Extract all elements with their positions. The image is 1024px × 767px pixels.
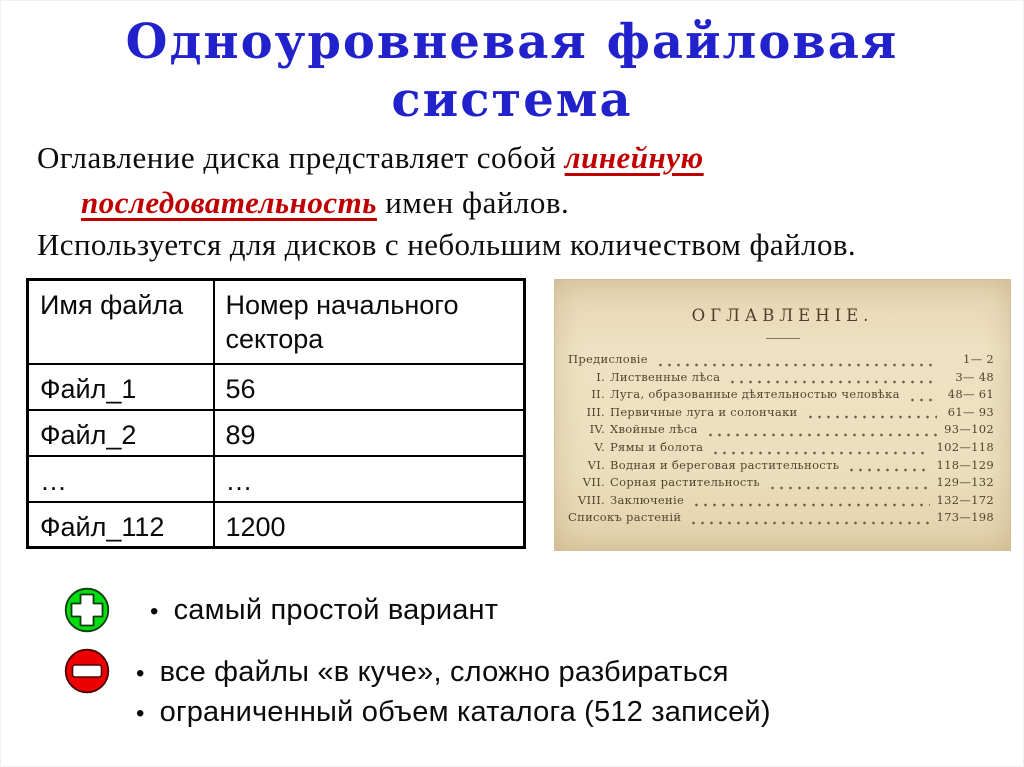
plus-circle-icon: [64, 587, 110, 633]
table-header-row: [28, 280, 525, 364]
toc-dot-leader: [908, 398, 937, 402]
intro-line1: [37, 135, 897, 180]
table-row: [28, 456, 525, 502]
page-title-line2: система: [391, 72, 633, 128]
toc-num: V.: [594, 439, 605, 454]
con-bullet-item: [136, 656, 729, 689]
toc-label: Предисловіе: [568, 352, 648, 366]
toc-num: VIII.: [577, 492, 605, 507]
highlight-sequence: последовательность: [81, 185, 377, 220]
cell-file-sector: 1200: [214, 502, 525, 548]
toc-pages: 61— 93: [947, 404, 994, 419]
toc-dot-leader: [728, 380, 937, 384]
toc-pages: 173—198: [936, 510, 994, 525]
file-table: [26, 278, 526, 549]
bullet-dot: •: [150, 597, 159, 625]
toc-label: Лиственные лѣса: [610, 369, 721, 384]
book-rule-divider: [766, 338, 800, 339]
con-bullet-text: все файлы «в куче», сложно разбираться: [159, 656, 729, 688]
table-row: [28, 502, 525, 548]
bullet-dot: •: [136, 699, 145, 727]
table-row: [28, 364, 525, 410]
con-bullet-item: [136, 696, 771, 729]
cell-file-name: Файл_112: [28, 502, 214, 548]
page-title: [1, 13, 1023, 129]
page-title-line1: Одноуровневая файловая: [125, 14, 899, 70]
toc-pages: 129—132: [936, 475, 994, 490]
cell-file-name: Файл_1: [28, 364, 214, 410]
intro-text-end: имен файлов.: [376, 185, 570, 220]
book-toc-image: [554, 279, 1011, 551]
toc-dot-leader: [656, 363, 937, 367]
toc-entry: [568, 422, 994, 440]
toc-pages: 132—172: [936, 492, 994, 507]
toc-pages: 93—102: [944, 422, 994, 437]
bullet-dot: •: [136, 659, 145, 687]
toc-label: Луга, образованные дѣятельностью человѣка: [610, 387, 900, 402]
toc-pages: 3— 48: [955, 369, 994, 384]
book-toc-list: [555, 352, 1010, 528]
toc-label: Первичные луга и солончаки: [610, 404, 798, 419]
toc-pages: 102—118: [936, 439, 994, 454]
toc-label: Хвойные лѣса: [610, 422, 698, 437]
toc-dot-leader: [847, 468, 929, 472]
cell-file-sector: 56: [214, 364, 525, 410]
toc-entry: [568, 405, 994, 423]
cell-file-name: Файл_2: [28, 410, 214, 456]
toc-num: IV.: [589, 422, 605, 437]
toc-num: II.: [591, 387, 605, 402]
table-header-filename: Имя файла: [28, 280, 214, 364]
toc-entry: [568, 475, 994, 493]
toc-entry: [568, 458, 994, 476]
toc-pages: 118—129: [936, 457, 994, 472]
pro-bullet-item: [150, 594, 498, 627]
toc-label: Рямы и болота: [610, 439, 704, 454]
toc-dot-leader: [806, 415, 937, 419]
toc-entry: [568, 352, 994, 370]
highlight-linear: линейную: [564, 140, 704, 175]
toc-label: Списокъ растеній: [568, 510, 682, 525]
toc-dot-leader: [711, 451, 929, 455]
intro-line2: [37, 180, 897, 225]
toc-dot-leader: [692, 503, 929, 507]
toc-num: VII.: [582, 475, 605, 490]
table-row: [28, 410, 525, 456]
intro-text-start: Оглавление диска представляет собой: [37, 140, 565, 175]
toc-label: Водная и береговая растительность: [610, 457, 840, 472]
toc-dot-leader: [768, 486, 930, 490]
toc-label: Сорная растительность: [610, 475, 760, 490]
pro-bullet-text: самый простой вариант: [173, 594, 499, 626]
toc-dot-leader: [706, 433, 937, 437]
usage-paragraph: Используется для дисков с небольшим количеством файлов.: [37, 227, 857, 262]
toc-num: VI.: [587, 457, 605, 472]
table-header-sector: Номер начального сектора: [214, 280, 525, 364]
toc-num: III.: [586, 404, 605, 419]
toc-num: I.: [596, 369, 605, 384]
cell-file-name: …: [28, 456, 214, 502]
minus-circle-icon: [64, 648, 110, 694]
toc-entry: [568, 493, 994, 511]
toc-label: Заключеніе: [610, 492, 685, 507]
toc-entry: [568, 440, 994, 458]
con-bullet-text: ограниченный объем каталога (512 записей): [159, 696, 771, 728]
cell-file-sector: 89: [214, 410, 525, 456]
toc-entry: [568, 387, 994, 405]
toc-pages: 48— 61: [947, 387, 994, 402]
toc-entry: [568, 370, 994, 388]
intro-paragraph: [37, 135, 897, 225]
toc-entry: [568, 510, 994, 528]
toc-dot-leader: [689, 521, 929, 525]
toc-pages: 1— 2: [963, 352, 994, 366]
book-toc-title: ОГЛАВЛЕНІЕ.: [691, 306, 874, 325]
cell-file-sector: …: [214, 456, 525, 502]
